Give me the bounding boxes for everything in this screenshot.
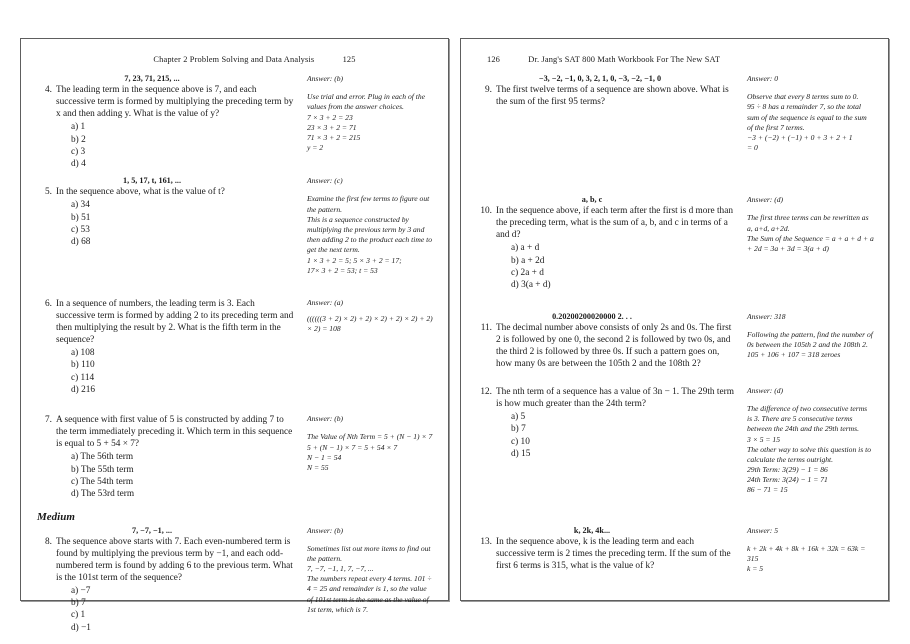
expl-4-2: 23 × 3 + 2 = 71 [307, 122, 357, 132]
question-number-8: 8. [45, 536, 52, 547]
choice-8-c[interactable]: c) 1 [71, 610, 86, 621]
expl-12-5: 86 − 71 = 15 [747, 485, 788, 495]
answer-explanation-9 [747, 92, 874, 153]
answer-explanation-6 [307, 314, 434, 334]
question-text-12: The nth term of a sequence has a value of 3n − 1. The 29th term is how much greater than the 24th term? [496, 386, 734, 409]
expl-12-3: 29th Term: 3(29) − 1 = 86 [747, 465, 828, 475]
expl-4-4: y = 2 [307, 143, 324, 153]
page-number: 125 [342, 55, 356, 64]
question-number-7: 7. [45, 415, 52, 426]
stem-head-5: 1, 5, 17, t, 161, ... [123, 176, 181, 186]
choice-list-5 [35, 199, 295, 248]
choice-8-b[interactable]: b) 7 [71, 598, 86, 609]
expl-5-2: 1 × 3 + 2 = 5; 5 × 3 + 2 = 17; [307, 255, 402, 265]
expl-6-0: ((((((3 + 2) × 2) + 2) × 2) + 2) × 2) + 2) × 2) = 108 [307, 314, 433, 334]
choice-12-d[interactable]: d) 15 [511, 448, 531, 459]
question-number-11: 11. [480, 322, 492, 333]
expl-12-1: 3 × 5 = 15 [747, 434, 781, 444]
expl-5-0: Examine the first few terms to figure out the pattern. [307, 194, 430, 214]
stem-head-10: a, b, c [581, 195, 603, 205]
answer-label-6: Answer: (a) [307, 297, 344, 307]
expl-9-1: 95 ÷ 8 has a remainder 7, so the total sum of the sequence is equal to the sum of the first 7 terms. [747, 102, 867, 132]
answer-explanation-10 [747, 213, 874, 254]
question-text-8: The sequence above starts with 7. Each even-numbered term is found by multiplying the previous term by −1, and each odd-numbered term is found by adding 6 to the previous term. What is the 101st term of the sequence? [56, 536, 293, 583]
answer-label-7: Answer: (b) [307, 414, 344, 424]
question-block-10 [475, 195, 874, 291]
expl-5-3: 17× 3 + 2 = 53; t = 53 [307, 265, 378, 275]
answer-label-8: Answer: (b) [307, 525, 344, 535]
expl-11-1: 105 + 106 + 107 = 318 zeroes [747, 350, 841, 360]
answer-explanation-5 [307, 194, 434, 275]
choice-10-c[interactable]: c) 2a + d [511, 267, 544, 278]
expl-12-2: The other way to solve this question is to calculate the terms outright. [747, 444, 872, 464]
page-number: 126 [487, 55, 501, 64]
question-number-6: 6. [45, 298, 52, 309]
choice-8-a[interactable]: a) −7 [71, 585, 91, 596]
expl-7-2: N − 1 = 54 [307, 452, 342, 462]
question-block-12 [475, 386, 874, 496]
choice-6-d[interactable]: d) 216 [71, 384, 96, 395]
question-text-10: In the sequence above, if each term after the first is d more than the preceding term, what is the sum of a, b, and c in terms of a and d? [496, 206, 733, 241]
choice-10-a[interactable]: a) a + d [511, 243, 540, 254]
expl-9-0: Observe that every 8 terms sum to 0. [747, 92, 859, 102]
answer-explanation-4 [307, 92, 434, 153]
answer-label-12: Answer: (d) [747, 385, 784, 395]
choice-12-c[interactable]: c) 10 [511, 436, 530, 447]
choice-7-a[interactable]: a) The 56th term [71, 452, 134, 463]
question-text-9: The first twelve terms of a sequence are shown above. What is the sum of the first 95 terms? [496, 85, 729, 108]
question-number-13: 13. [480, 536, 492, 547]
choice-6-c[interactable]: c) 114 [71, 372, 95, 383]
choice-6-b[interactable]: b) 110 [71, 360, 95, 371]
running-head-left [35, 55, 434, 64]
expl-5-1: This is a sequence constructed by multiplying the previous term by 3 and then adding 2 to the product each time to get the next term. [307, 214, 432, 255]
expl-13-1: k = 5 [747, 564, 764, 574]
expl-12-4: 24th Term: 3(24) − 1 = 71 [747, 475, 828, 485]
section-label-medium: Medium [37, 510, 75, 523]
choice-7-b[interactable]: b) The 55th term [71, 464, 134, 475]
answer-explanation-13 [747, 544, 874, 575]
answer-explanation-7 [307, 432, 434, 473]
choice-5-d[interactable]: d) 68 [71, 237, 91, 248]
question-number-9: 9. [485, 85, 492, 95]
expl-9-3: = 0 [747, 143, 758, 153]
question-block-9 [475, 74, 874, 153]
expl-7-1: 5 + (N − 1) × 7 = 5 + 54 × 7 [307, 442, 398, 452]
expl-8-0: Sometimes list out more items to find out the pattern. [307, 543, 431, 563]
expl-10-0: The first three terms can be rewritten as a, a+d, a+2d. [747, 213, 869, 233]
choice-7-d[interactable]: d) The 53rd term [71, 489, 135, 500]
choice-list-10 [475, 242, 735, 291]
choice-12-a[interactable]: a) 5 [511, 411, 526, 422]
answer-label-4: Answer: (b) [307, 74, 344, 83]
answer-label-13: Answer: 5 [747, 525, 779, 535]
choice-4-d[interactable]: d) 4 [71, 159, 86, 170]
expl-11-0: Following the pattern, find the number of 0s between the 105th 2 and the 108th 2. [747, 329, 873, 349]
question-block-7 [35, 414, 434, 500]
expl-13-0: k + 2k + 4k + 8k + 16k + 32k = 63k = 315 [747, 543, 866, 563]
question-text-13: In the sequence above, k is the leading term and each successive term is 2 times the preceding term. If the sum of the first 6 terms is 315, what is the value of k? [496, 536, 731, 571]
stem-head-13: k, 2k, 4k... [573, 525, 611, 535]
stem-head-9: −3, −2, −1, 0, 3, 2, 1, 0, −3, −2, −1, 0 [538, 74, 662, 83]
choice-list-8 [35, 585, 295, 634]
page-left [20, 38, 449, 633]
question-text-6: In a sequence of numbers, the leading term is 3. Each successive term is formed by adding 2 to its preceding term and then multiplying the result by 2. What is the fifth term in the sequence? [56, 298, 294, 346]
question-block-8 [35, 511, 434, 634]
question-number-10: 10. [480, 206, 492, 217]
answer-label-9: Answer: 0 [747, 74, 779, 83]
answer-label-5: Answer: (c) [307, 176, 343, 186]
question-text-4: The leading term in the sequence above is 7, and each successive term is formed by multiplying the preceding term by x and then adding y. What is the value of y? [56, 85, 294, 120]
expl-12-0: The difference of two consecutive terms is 3. There are 5 consecutive terms between the 24th and the 29th terms. [747, 403, 868, 434]
expl-4-0: Use trial and error. Plug in each of the values from the answer choices. [307, 92, 426, 112]
expl-10-1: The Sum of the Sequence = a + a + d + a + 2d = 3a + 3d = 3(a + d) [747, 233, 874, 253]
answer-explanation-8 [307, 544, 434, 615]
choice-8-d[interactable]: d) −1 [71, 622, 91, 633]
choice-4-a[interactable]: a) 1 [71, 122, 86, 133]
page-left-content [21, 39, 448, 633]
question-text-7: A sequence with first value of 5 is constructed by adding 7 to the term immediately preceding it. Which term in this sequence is equal to 5 + 54 × 7? [56, 415, 293, 450]
choice-5-b[interactable]: b) 51 [71, 212, 91, 223]
question-block-5 [35, 176, 434, 276]
choice-12-b[interactable]: b) 7 [511, 424, 526, 435]
answer-label-11: Answer: 318 [747, 311, 786, 321]
stem-head-11: 0.20200200020000 2. . . [552, 311, 632, 321]
answer-explanation-11 [747, 330, 874, 361]
answer-explanation-12 [747, 404, 874, 496]
question-number-5: 5. [45, 187, 52, 198]
question-text-5: In the sequence above, what is the value of t? [56, 187, 225, 198]
question-block-13 [475, 526, 874, 575]
choice-list-6 [35, 347, 295, 396]
choice-10-b[interactable]: b) a + 2d [511, 255, 545, 266]
choice-7-c[interactable]: c) The 54th term [71, 476, 134, 487]
expl-9-2: −3 + (−2) + (−1) + 0 + 3 + 2 + 1 [747, 132, 853, 142]
question-block-6 [35, 298, 434, 396]
stem-head-4: 7, 23, 71, 215, ... [124, 74, 180, 83]
answer-label-10: Answer: (d) [747, 195, 784, 205]
question-number-12: 12. [480, 386, 492, 397]
question-block-4 [35, 74, 434, 170]
question-block-11 [475, 312, 874, 370]
choice-5-a[interactable]: a) 34 [71, 200, 90, 211]
choice-list-7 [35, 451, 295, 500]
choice-4-b[interactable]: b) 2 [71, 134, 86, 145]
expl-7-0: The Value of Nth Term = 5 + (N − 1) × 7 [307, 432, 433, 442]
expl-4-3: 71 × 3 + 2 = 215 [307, 132, 361, 142]
expl-4-1: 7 × 3 + 2 = 23 [307, 112, 353, 122]
expl-8-2: The numbers repeat every 4 terms. 101 ÷ 4 = 25 and remainder is 1, so the value of 101st term is the same as the value of 1st term, which is 7. [307, 574, 432, 614]
choice-6-a[interactable]: a) 108 [71, 348, 95, 359]
choice-list-4 [35, 121, 295, 170]
page-right-content [461, 39, 888, 600]
chapter-title: Chapter 2 Problem Solving and Data Analysis [153, 55, 315, 64]
choice-list-12 [475, 411, 735, 460]
running-head-right [475, 55, 874, 64]
choice-5-c[interactable]: c) 53 [71, 224, 90, 235]
expl-7-3: N = 55 [307, 462, 329, 472]
book-title: Dr. Jang's SAT 800 Math Workbook For The New SAT [528, 55, 721, 64]
question-number-4: 4. [45, 85, 52, 95]
expl-8-1: 7, −7, −1, 1, 7, −7, ... [307, 564, 374, 574]
stem-head-8: 7, −7, −1, ... [131, 525, 173, 535]
page-right [460, 38, 889, 601]
question-text-11: The decimal number above consists of only 2s and 0s. The first 2 is followed by one 0, the second 2 is followed by two 0s, and the third 2 is followed by three 0s. If such a pattern goes on, how many 0s are between the 105th 2 and the 108th 2? [496, 322, 732, 369]
choice-4-c[interactable]: c) 3 [71, 146, 86, 157]
choice-10-d[interactable]: d) 3(a + d) [511, 280, 551, 291]
